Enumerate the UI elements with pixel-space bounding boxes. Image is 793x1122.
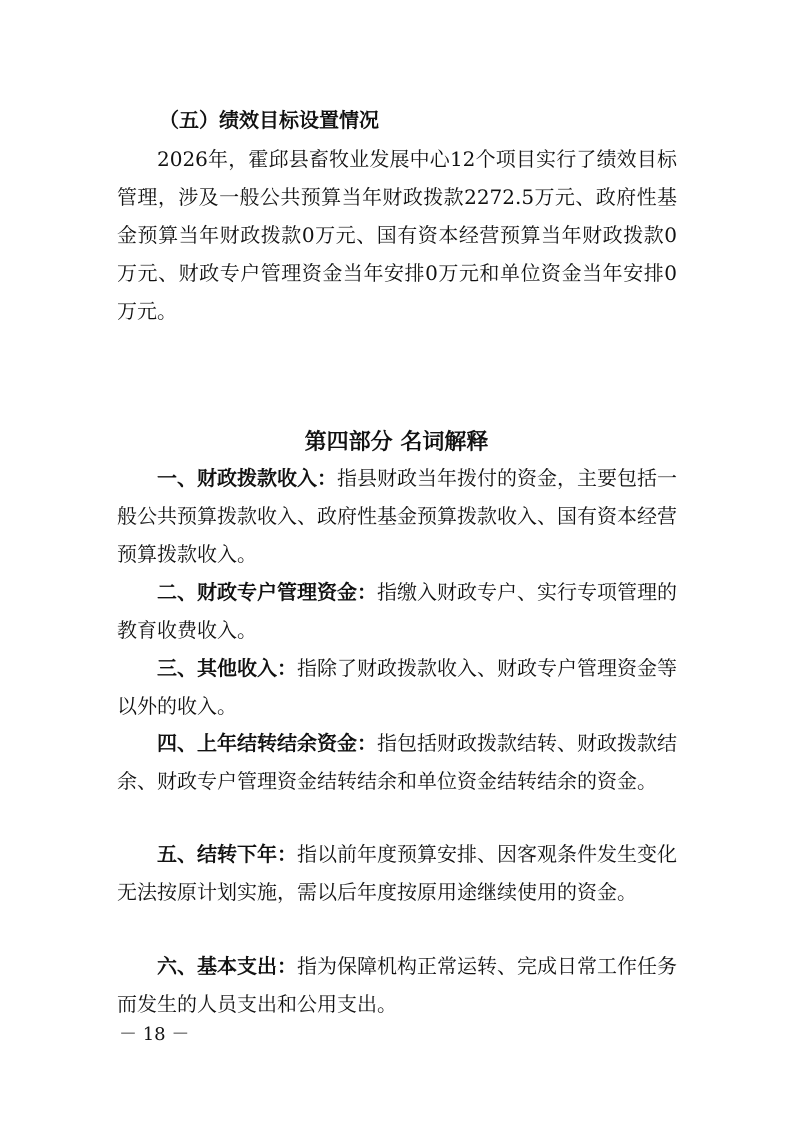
term-paragraph (117, 459, 677, 573)
term-label: 四、上年结转结余资金： (157, 731, 377, 755)
term-paragraph (117, 947, 677, 1023)
term-paragraph (117, 649, 677, 725)
term-definition: 指缴入财政专户、实行专项管理的教育收费收入。 (117, 580, 677, 642)
part-title: 第四部分 名词解释 (304, 430, 489, 455)
term-label: 三、其他收入： (157, 656, 297, 680)
section-heading: （五）绩效目标设置情况 (159, 108, 379, 132)
term-label: 五、结转下年： (157, 842, 297, 866)
term-paragraph (117, 724, 677, 800)
term-label: 二、财政专户管理资金： (157, 580, 377, 604)
term-definition: 指县财政当年拨付的资金，主要包括一般公共预算拨款收入、政府性基金预算拨款收入、国有资本经营预算拨款收入。 (117, 466, 677, 566)
term-definition: 指以前年度预算安排、因客观条件发生变化无法按原计划实施，需以后年度按原用途继续使用的资金。 (117, 842, 677, 904)
term-definition: 指为保障机构正常运转、完成日常工作任务而发生的人员支出和公用支出。 (117, 954, 677, 1016)
term-paragraph (117, 835, 677, 911)
term-label: 一、财政拨款收入： (157, 466, 337, 490)
term-definition: 指除了财政拨款收入、财政专户管理资金等以外的收入。 (117, 656, 677, 718)
term-label: 六、基本支出： (157, 954, 297, 978)
performance-paragraph: 2026年，霍邱县畜牧业发展中心12个项目实行了绩效目标管理，涉及一般公共预算当年财政拨款2272.5万元、政府性基金预算当年财政拨款0万元、国有资本经营预算当年财政拨款0万元、财政专户管理资金当年安排0万元和单位资金当年安排0万元。 (117, 147, 677, 323)
term-paragraph (117, 573, 677, 649)
term-definition: 指包括财政拨款结转、财政拨款结余、财政专户管理资金结转结余和单位资金结转结余的资金。 (117, 731, 677, 793)
page-number: － 18 － (119, 1024, 190, 1045)
